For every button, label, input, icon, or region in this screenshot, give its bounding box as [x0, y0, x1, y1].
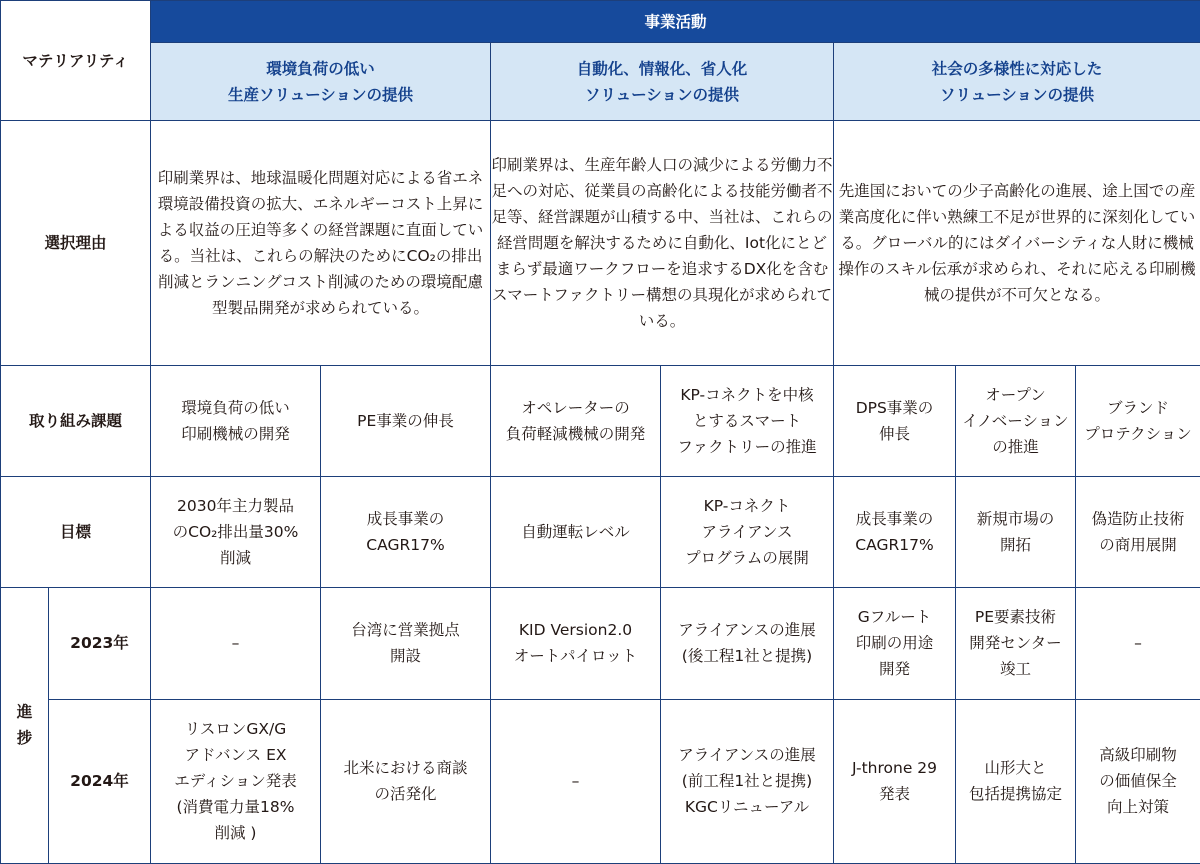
- progress-cell-2024: アライアンスの進展 (前工程1社と提携) KGCリニューアル: [661, 699, 834, 863]
- progress-cell-2024: リスロンGX/G アドバンス EX エディション発表 (消費電力量18% 削減 ): [151, 699, 321, 863]
- row-label-reason: 選択理由: [1, 121, 151, 366]
- issue-cell: PE事業の伸長: [321, 366, 491, 476]
- goal-cell: 成長事業の CAGR17%: [321, 476, 491, 587]
- issue-cell: オープン イノベーション の推進: [956, 366, 1076, 476]
- column-header-diversity: 社会の多様性に対応した ソリューションの提供: [834, 43, 1200, 121]
- progress-cell-2023: 台湾に営業拠点 開設: [321, 587, 491, 699]
- column-header-environment: 環境負荷の低い 生産ソリューションの提供: [151, 43, 491, 121]
- goal-cell: 成長事業の CAGR17%: [834, 476, 956, 587]
- issue-cell: DPS事業の 伸長: [834, 366, 956, 476]
- progress-cell-2023: Gフルート 印刷の用途 開発: [834, 587, 956, 699]
- year-label-2023: 2023年: [49, 587, 151, 699]
- progress-cell-2023: –: [151, 587, 321, 699]
- issue-cell: 環境負荷の低い 印刷機械の開発: [151, 366, 321, 476]
- goal-cell: 新規市場の 開拓: [956, 476, 1076, 587]
- reason-text: 印刷業界は、生産年齢人口の減少による労働力不足への対応、従業員の高齢化による技能労働者不足等、経営課題が山積する中、当社は、これらの経営問題を解決するために自動化、Iot化にとどまらず最適ワークフローを追求するDX化を含むスマートファクトリー構想の具現化が求められている。: [491, 121, 834, 366]
- progress-cell-2024: –: [491, 699, 661, 863]
- column-header-automation: 自動化、情報化、省人化 ソリューションの提供: [491, 43, 834, 121]
- issue-cell: オペレーターの 負荷軽減機械の開発: [491, 366, 661, 476]
- business-activity-header: 事業活動: [151, 1, 1200, 43]
- progress-cell-2023: アライアンスの進展 (後工程1社と提携): [661, 587, 834, 699]
- progress-cell-2023: PE要素技術 開発センター 竣工: [956, 587, 1076, 699]
- row-label-goals: 目標: [1, 476, 151, 587]
- progress-cell-2023: KID Version2.0 オートパイロット: [491, 587, 661, 699]
- goal-cell: 自動運転レベル: [491, 476, 661, 587]
- progress-cell-2024: 高級印刷物 の価値保全 向上対策: [1076, 699, 1200, 863]
- goal-cell: KP-コネクト アライアンス プログラムの展開: [661, 476, 834, 587]
- row-label-issues: 取り組み課題: [1, 366, 151, 476]
- goal-cell: 2030年主力製品 のCO₂排出量30% 削減: [151, 476, 321, 587]
- progress-cell-2024: 北米における商談 の活発化: [321, 699, 491, 863]
- issue-cell: KP-コネクトを中核 とするスマート ファクトリーの推進: [661, 366, 834, 476]
- materiality-header: マテリアリティ: [1, 1, 151, 121]
- reason-text: 先進国においての少子高齢化の進展、途上国での産業高度化に伴い熟練工不足が世界的に深刻化している。グローバル的にはダイバーシティな人財に機械操作のスキル伝承が求められ、それに応える印刷機械の提供が不可欠となる。: [834, 121, 1200, 366]
- year-label-2024: 2024年: [49, 699, 151, 863]
- goal-cell: 偽造防止技術 の商用展開: [1076, 476, 1200, 587]
- reason-text: 印刷業界は、地球温暖化問題対応による省エネ環境設備投資の拡大、エネルギーコスト上昇による収益の圧迫等多くの経営課題に直面している。当社は、これらの解決のためにCO₂の排出削減とランニングコスト削減のための環境配慮型製品開発が求められている。: [151, 121, 491, 366]
- issue-cell: ブランド プロテクション: [1076, 366, 1200, 476]
- row-label-progress: 進 捗: [1, 587, 49, 863]
- progress-cell-2024: J-throne 29 発表: [834, 699, 956, 863]
- progress-cell-2023: –: [1076, 587, 1200, 699]
- progress-cell-2024: 山形大と 包括提携協定: [956, 699, 1076, 863]
